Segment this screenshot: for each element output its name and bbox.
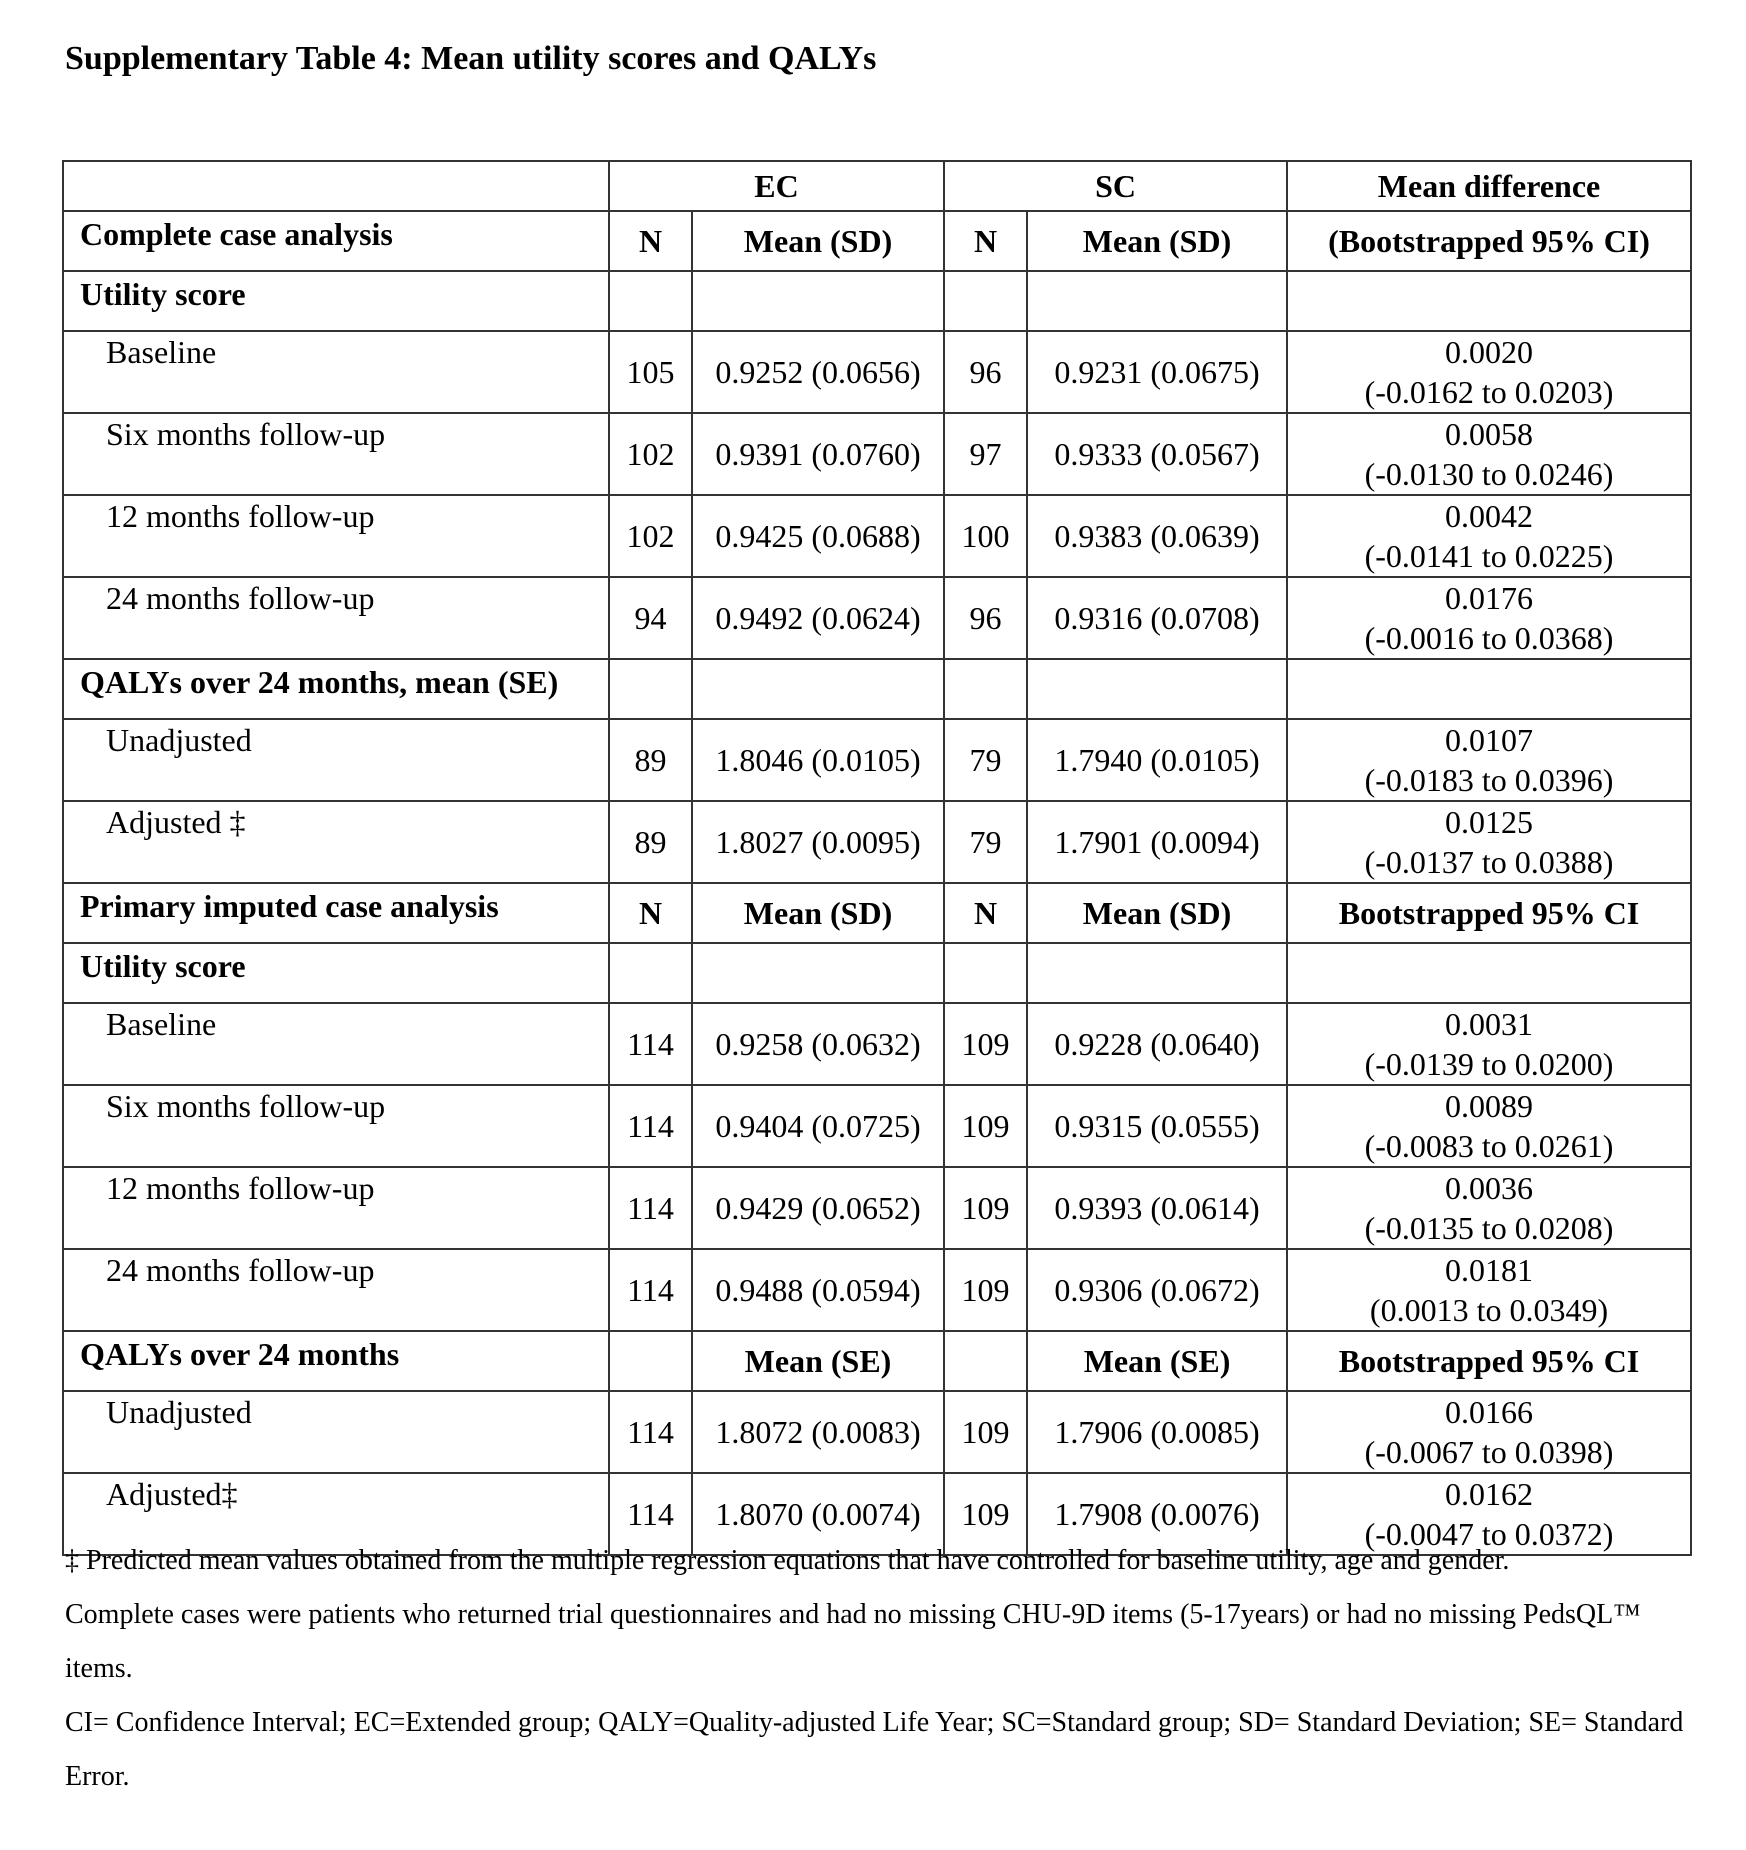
ec-mean-cell: 1.8027 (0.0095) <box>692 801 944 883</box>
row-label: Adjusted‡ <box>63 1473 609 1555</box>
confidence-interval: (-0.0083 to 0.0261) <box>1364 1128 1614 1164</box>
section-label: Primary imputed case analysis <box>63 883 609 943</box>
footnote-abbreviations: CI= Confidence Interval; EC=Extended group; QALY=Quality-adjusted Life Year; SC=Standard group; SD= Standard Deviation; SE= Standard Error. <box>65 1707 1684 1792</box>
ec-n-cell: 89 <box>609 719 692 801</box>
table-row <box>63 331 1691 413</box>
row-label: 12 months follow-up <box>63 1167 609 1249</box>
column-header: Bootstrapped 95% CI <box>1287 1331 1691 1391</box>
sc-n-cell: 109 <box>944 1003 1027 1085</box>
section-label: Utility score <box>63 943 609 1003</box>
sc-n-cell: 109 <box>944 1249 1027 1331</box>
ec-mean-cell: 1.8046 (0.0105) <box>692 719 944 801</box>
column-header: Bootstrapped 95% CI <box>1287 883 1691 943</box>
row-label: Baseline <box>63 1003 609 1085</box>
mean-difference-value: 0.0125 <box>1445 804 1534 840</box>
table-row <box>63 719 1691 801</box>
sc-n-cell: 109 <box>944 1473 1027 1555</box>
footnotes <box>65 1534 1695 1804</box>
sc-mean-cell: 0.9393 (0.0614) <box>1027 1167 1287 1249</box>
section-qalys <box>63 1331 1691 1391</box>
sc-mean-cell: 1.7940 (0.0105) <box>1027 719 1287 801</box>
sc-mean-cell: 1.7906 (0.0085) <box>1027 1391 1287 1473</box>
mean-difference-value: 0.0166 <box>1445 1394 1534 1430</box>
header-ec-n: N <box>609 211 692 271</box>
row-label: Unadjusted <box>63 719 609 801</box>
ec-mean-cell: 0.9391 (0.0760) <box>692 413 944 495</box>
header-ec-mean: Mean (SD) <box>692 211 944 271</box>
mean-difference-value: 0.0176 <box>1445 580 1534 616</box>
sc-n-cell: 79 <box>944 719 1027 801</box>
difference-cell <box>1287 801 1691 883</box>
ec-mean-cell: 0.9404 (0.0725) <box>692 1085 944 1167</box>
empty-cell <box>944 271 1027 331</box>
section-qalys <box>63 659 1691 719</box>
empty-cell <box>1287 659 1691 719</box>
row-label: Six months follow-up <box>63 1085 609 1167</box>
row-label: Adjusted ‡ <box>63 801 609 883</box>
ec-n-cell: 102 <box>609 413 692 495</box>
sc-mean-cell: 0.9315 (0.0555) <box>1027 1085 1287 1167</box>
confidence-interval: (-0.0047 to 0.0372) <box>1364 1516 1614 1552</box>
mean-difference-value: 0.0042 <box>1445 498 1534 534</box>
ec-n-cell: 105 <box>609 331 692 413</box>
difference-cell <box>1287 1249 1691 1331</box>
table-row <box>63 1391 1691 1473</box>
confidence-interval: (-0.0162 to 0.0203) <box>1364 374 1614 410</box>
section-imputed-header <box>63 883 1691 943</box>
ec-n-cell: 102 <box>609 495 692 577</box>
empty-cell <box>1027 271 1287 331</box>
header-sc-mean: Mean (SD) <box>1027 211 1287 271</box>
header-sc: SC <box>944 161 1287 211</box>
empty-cell <box>944 1331 1027 1391</box>
empty-cell <box>1287 943 1691 1003</box>
column-header: N <box>609 883 692 943</box>
ec-mean-cell: 0.9492 (0.0624) <box>692 577 944 659</box>
ec-n-cell: 114 <box>609 1391 692 1473</box>
ec-mean-cell: 0.9425 (0.0688) <box>692 495 944 577</box>
confidence-interval: (-0.0137 to 0.0388) <box>1364 844 1614 880</box>
ec-n-cell: 114 <box>609 1473 692 1555</box>
difference-cell <box>1287 577 1691 659</box>
table-body <box>63 161 1691 1555</box>
confidence-interval: (0.0013 to 0.0349) <box>1369 1292 1609 1328</box>
sc-mean-cell: 1.7908 (0.0076) <box>1027 1473 1287 1555</box>
sc-n-cell: 96 <box>944 331 1027 413</box>
difference-cell <box>1287 413 1691 495</box>
ec-mean-cell: 1.8072 (0.0083) <box>692 1391 944 1473</box>
row-label: Baseline <box>63 331 609 413</box>
ec-n-cell: 114 <box>609 1003 692 1085</box>
table-row <box>63 1085 1691 1167</box>
sc-n-cell: 109 <box>944 1085 1027 1167</box>
header-row-columns <box>63 211 1691 271</box>
header-ec: EC <box>609 161 944 211</box>
confidence-interval: (-0.0139 to 0.0200) <box>1364 1046 1614 1082</box>
difference-cell <box>1287 1003 1691 1085</box>
column-header: N <box>944 883 1027 943</box>
empty-cell <box>692 659 944 719</box>
section-complete-case: Complete case analysis <box>63 211 609 271</box>
row-label: 24 months follow-up <box>63 577 609 659</box>
confidence-interval: (-0.0135 to 0.0208) <box>1364 1210 1614 1246</box>
sc-n-cell: 109 <box>944 1167 1027 1249</box>
ec-mean-cell: 0.9258 (0.0632) <box>692 1003 944 1085</box>
difference-cell <box>1287 1391 1691 1473</box>
page-title: Supplementary Table 4: Mean utility scores and QALYs <box>65 40 877 77</box>
ec-n-cell: 114 <box>609 1249 692 1331</box>
table-row <box>63 495 1691 577</box>
mean-difference-value: 0.0162 <box>1445 1476 1534 1512</box>
mean-difference-value: 0.0058 <box>1445 416 1534 452</box>
row-label: Unadjusted <box>63 1391 609 1473</box>
mean-difference-value: 0.0020 <box>1445 334 1534 370</box>
sc-n-cell: 109 <box>944 1391 1027 1473</box>
mean-difference-value: 0.0089 <box>1445 1088 1534 1124</box>
row-label: Six months follow-up <box>63 413 609 495</box>
empty-cell <box>1027 943 1287 1003</box>
section-label: QALYs over 24 months, mean (SE) <box>63 659 609 719</box>
empty-cell <box>1027 659 1287 719</box>
empty-cell <box>944 659 1027 719</box>
confidence-interval: (-0.0016 to 0.0368) <box>1364 620 1614 656</box>
sc-n-cell: 96 <box>944 577 1027 659</box>
ec-n-cell: 94 <box>609 577 692 659</box>
table-row <box>63 1249 1691 1331</box>
confidence-interval: (-0.0183 to 0.0396) <box>1364 762 1614 798</box>
sc-mean-cell: 0.9306 (0.0672) <box>1027 1249 1287 1331</box>
difference-cell <box>1287 1085 1691 1167</box>
empty-cell <box>692 943 944 1003</box>
column-header: Mean (SD) <box>692 883 944 943</box>
footnote-complete-cases: Complete cases were patients who returned trial questionnaires and had no missing CHU-9D items (5-17years) or had no missing PedsQL™ items. <box>65 1599 1641 1684</box>
row-label: 24 months follow-up <box>63 1249 609 1331</box>
table-row <box>63 1003 1691 1085</box>
ec-n-cell: 89 <box>609 801 692 883</box>
section-utility-score <box>63 271 1691 331</box>
empty-cell <box>609 943 692 1003</box>
section-label: Utility score <box>63 271 609 331</box>
sc-mean-cell: 0.9228 (0.0640) <box>1027 1003 1287 1085</box>
sc-n-cell: 97 <box>944 413 1027 495</box>
empty-cell <box>692 271 944 331</box>
sc-n-cell: 100 <box>944 495 1027 577</box>
mean-difference-value: 0.0181 <box>1445 1252 1534 1288</box>
ec-n-cell: 114 <box>609 1085 692 1167</box>
column-header: Mean (SE) <box>1027 1331 1287 1391</box>
footnote-dagger: ‡ Predicted mean values obtained from the multiple regression equations that have controlled for baseline utility, age and gender. <box>65 1545 1510 1576</box>
mean-difference-value: 0.0031 <box>1445 1006 1534 1042</box>
header-sc-n: N <box>944 211 1027 271</box>
sc-mean-cell: 0.9333 (0.0567) <box>1027 413 1287 495</box>
table-row <box>63 801 1691 883</box>
empty-cell <box>1287 271 1691 331</box>
table-row <box>63 577 1691 659</box>
section-utility-score <box>63 943 1691 1003</box>
ec-mean-cell: 0.9429 (0.0652) <box>692 1167 944 1249</box>
row-label: 12 months follow-up <box>63 495 609 577</box>
empty-cell <box>609 659 692 719</box>
column-header: Mean (SD) <box>1027 883 1287 943</box>
results-table <box>62 160 1692 1556</box>
confidence-interval: (-0.0141 to 0.0225) <box>1364 538 1614 574</box>
difference-cell <box>1287 1167 1691 1249</box>
difference-cell <box>1287 719 1691 801</box>
sc-mean-cell: 0.9231 (0.0675) <box>1027 331 1287 413</box>
ec-mean-cell: 1.8070 (0.0074) <box>692 1473 944 1555</box>
header-mean-difference: Mean difference <box>1287 161 1691 211</box>
difference-cell <box>1287 495 1691 577</box>
difference-cell <box>1287 331 1691 413</box>
confidence-interval: (-0.0067 to 0.0398) <box>1364 1434 1614 1470</box>
sc-n-cell: 79 <box>944 801 1027 883</box>
table-row <box>63 1167 1691 1249</box>
ec-mean-cell: 0.9252 (0.0656) <box>692 331 944 413</box>
mean-difference-value: 0.0036 <box>1445 1170 1534 1206</box>
header-empty-cell <box>63 161 609 211</box>
empty-cell <box>944 943 1027 1003</box>
sc-mean-cell: 1.7901 (0.0094) <box>1027 801 1287 883</box>
confidence-interval: (-0.0130 to 0.0246) <box>1364 456 1614 492</box>
sc-mean-cell: 0.9316 (0.0708) <box>1027 577 1287 659</box>
empty-cell <box>609 1331 692 1391</box>
sc-mean-cell: 0.9383 (0.0639) <box>1027 495 1287 577</box>
section-label: QALYs over 24 months <box>63 1331 609 1391</box>
mean-difference-value: 0.0107 <box>1445 722 1534 758</box>
ec-mean-cell: 0.9488 (0.0594) <box>692 1249 944 1331</box>
header-ci: (Bootstrapped 95% CI) <box>1287 211 1691 271</box>
table-row <box>63 413 1691 495</box>
header-row-groups <box>63 161 1691 211</box>
column-header: Mean (SE) <box>692 1331 944 1391</box>
empty-cell <box>609 271 692 331</box>
ec-n-cell: 114 <box>609 1167 692 1249</box>
